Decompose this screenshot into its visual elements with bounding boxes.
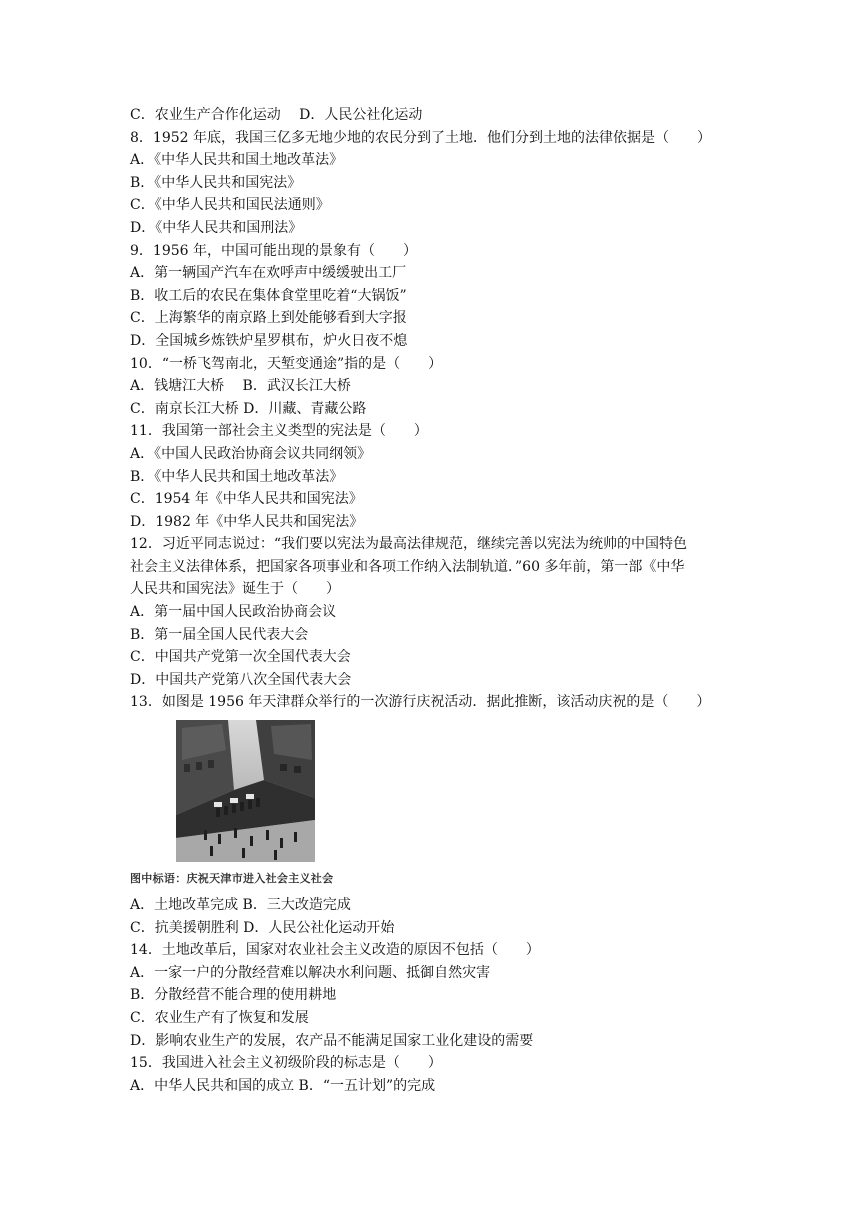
question-14-stem: 14．土地改革后，国家对农业社会主义改造的原因不包括（ ） (130, 942, 540, 959)
text-line: B．收工后的农民在集体食堂里吃着“大锅饭” (130, 287, 407, 304)
question-15-stem: 15．我国进入社会主义初级阶段的标志是（ ） (130, 1055, 442, 1072)
exam-page (130, 104, 740, 1097)
option-c: C．中国共产党第一次全国代表大会 (130, 649, 351, 666)
text-line: A．一家一户的分散经营难以解决水利问题、抵御自然灾害 (130, 964, 491, 981)
text-line: A．钱塘江大桥 B．武汉长江大桥 (130, 378, 351, 395)
text-line: A．《中国人民政治协商会议共同纲领》 (130, 445, 372, 462)
text-line: C．1954 年《中华人民共和国宪法》 (130, 491, 363, 508)
questions-block-2 (130, 894, 740, 1097)
text-line: C．农业生产合作化运动 D．人民公社化运动 (130, 107, 423, 123)
text-line: A．中华人民共和国的成立 B．“一五计划”的完成 (130, 1077, 436, 1094)
text-line: C．南京长江大桥 D．川藏、青藏公路 (130, 400, 367, 417)
questions-block-1 (130, 104, 740, 533)
option-a: A．第一届中国人民政治协商会议 (130, 604, 337, 621)
text-line: A．第一辆国产汽车在欢呼声中缓缓驶出工厂 (130, 265, 407, 282)
text-line: B．《中华人民共和国土地改革法》 (130, 468, 344, 485)
text-line: D．1982 年《中华人民共和国宪法》 (130, 513, 364, 530)
parade-photo-illustration (176, 720, 315, 862)
option-b: B．第一届全国人民代表大会 (130, 626, 309, 643)
photo-caption: 图中标语：庆祝天津市进入社会主义社会 (130, 872, 334, 886)
text-line: C．农业生产有了恢复和发展 (130, 1010, 309, 1026)
text-line: A．土地改革完成 B．三大改造完成 (130, 897, 351, 914)
question-10-stem: 10．“一桥飞驾南北，天堑变通途”指的是（ ） (130, 355, 443, 372)
question-12-stem-line: 社会主义法律体系，把国家各项事业和各项工作纳入法制轨道．”60 多年前，第一部《中华 (130, 558, 685, 575)
text-line: D．影响农业生产的发展，农产品不能满足国家工业化建设的需要 (130, 1032, 534, 1049)
parade-photo-figure (130, 714, 740, 894)
question-8-stem: 8．1952 年底，我国三亿多无地少地的农民分到了土地．他们分到土地的法律依据是（ ） (130, 129, 711, 146)
question-9-stem: 9．1956 年，中国可能出现的景象有（ ） (130, 242, 417, 259)
question-12-stem-line: 人民共和国宪法》诞生于（ ） (130, 581, 340, 598)
question-11-stem: 11．我国第一部社会主义类型的宪法是（ ） (130, 423, 428, 440)
question-13-stem: 13．如图是 1956 年天津群众举行的一次游行庆祝活动．据此推断，该活动庆祝的是（ ） (130, 694, 711, 711)
option-d: D．中国共产党第八次全国代表大会 (130, 671, 352, 688)
question-12-stem-line: 12．习近平同志说过：“我们要以宪法为最高法律规范，继续完善以宪法为统帅的中国特色 (130, 536, 687, 553)
text-line: C．上海繁华的南京路上到处能够看到大字报 (130, 310, 407, 327)
text-line: B．《中华人民共和国宪法》 (130, 174, 302, 191)
text-line: C．《中华人民共和国民法通则》 (130, 197, 330, 214)
text-line: D．全国城乡炼铁炉星罗棋布，炉火日夜不熄 (130, 332, 408, 349)
text-line: B．分散经营不能合理的使用耕地 (130, 987, 337, 1004)
text-line: A．《中华人民共和国土地改革法》 (130, 152, 344, 169)
parade-photo (176, 720, 315, 862)
text-line: D．《中华人民共和国刑法》 (130, 219, 303, 236)
text-line: C．抗美援朝胜利 D．人民公社化运动开始 (130, 919, 395, 936)
question-12 (130, 533, 740, 691)
